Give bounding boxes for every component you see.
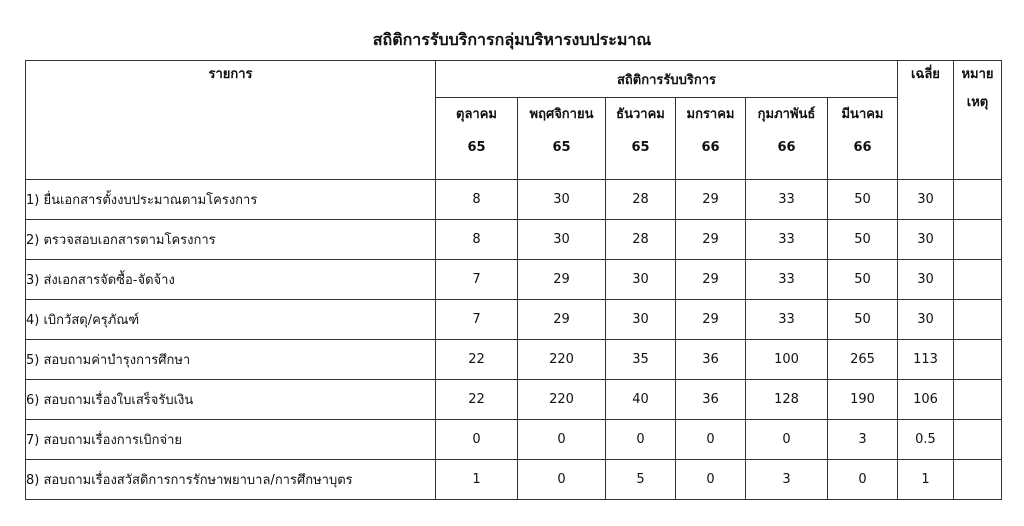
row-month-value: 50	[828, 220, 898, 260]
row-item-label: 8) สอบถามเรื่องสวัสดิการการรักษาพยาบาล/การศึกษาบุตร	[26, 460, 436, 500]
row-average: 30	[898, 260, 954, 300]
row-item-label: 5) สอบถามค่าบำรุงการศึกษา	[26, 340, 436, 380]
row-month-value: 29	[676, 220, 746, 260]
header-item: รายการ	[26, 61, 436, 180]
row-month-value: 30	[518, 180, 606, 220]
row-month-value: 0	[436, 420, 518, 460]
row-average: 30	[898, 180, 954, 220]
header-month	[606, 98, 676, 180]
row-average: 30	[898, 300, 954, 340]
header-month	[518, 98, 606, 180]
row-month-value: 0	[518, 420, 606, 460]
row-remark	[954, 420, 1002, 460]
row-month-value: 0	[828, 460, 898, 500]
header-statistics-group: สถิติการรับบริการ	[436, 61, 898, 98]
row-month-value: 36	[676, 340, 746, 380]
row-month-value: 29	[518, 300, 606, 340]
row-average: 0.5	[898, 420, 954, 460]
header-month	[828, 98, 898, 180]
month-name: พฤศจิกายน	[529, 107, 594, 122]
row-month-value: 30	[606, 300, 676, 340]
month-name: ตุลาคม	[456, 107, 497, 122]
row-month-value: 190	[828, 380, 898, 420]
row-month-value: 128	[746, 380, 828, 420]
row-month-value: 33	[746, 300, 828, 340]
row-month-value: 5	[606, 460, 676, 500]
table-row	[26, 460, 1002, 500]
table-row	[26, 420, 1002, 460]
row-item-label: 2) ตรวจสอบเอกสารตามโครงการ	[26, 220, 436, 260]
table-row	[26, 180, 1002, 220]
row-month-value: 35	[606, 340, 676, 380]
row-item-label: 3) ส่งเอกสารจัดซื้อ-จัดจ้าง	[26, 260, 436, 300]
row-month-value: 36	[676, 380, 746, 420]
month-name: ธันวาคม	[616, 107, 665, 122]
row-month-value: 8	[436, 180, 518, 220]
header-month	[676, 98, 746, 180]
row-remark	[954, 220, 1002, 260]
row-month-value: 22	[436, 340, 518, 380]
row-month-value: 3	[828, 420, 898, 460]
row-month-value: 28	[606, 180, 676, 220]
row-month-value: 220	[518, 340, 606, 380]
row-item-label: 6) สอบถามเรื่องใบเสร็จรับเงิน	[26, 380, 436, 420]
table-row	[26, 260, 1002, 300]
table-row	[26, 300, 1002, 340]
row-month-value: 30	[518, 220, 606, 260]
page-title: สถิติการรับบริการกลุ่มบริหารงบประมาณ	[372, 30, 652, 49]
row-month-value: 40	[606, 380, 676, 420]
table-row	[26, 340, 1002, 380]
row-month-value: 29	[676, 180, 746, 220]
month-year: 65	[631, 140, 650, 155]
row-month-value: 28	[606, 220, 676, 260]
month-name: มีนาคม	[841, 107, 884, 122]
row-remark	[954, 260, 1002, 300]
table-row	[26, 220, 1002, 260]
header-average: เฉลี่ย	[898, 61, 954, 180]
row-month-value: 33	[746, 260, 828, 300]
row-month-value: 50	[828, 180, 898, 220]
header-month	[746, 98, 828, 180]
row-average: 113	[898, 340, 954, 380]
row-item-label: 7) สอบถามเรื่องการเบิกจ่าย	[26, 420, 436, 460]
row-average: 1	[898, 460, 954, 500]
row-month-value: 0	[746, 420, 828, 460]
row-month-value: 29	[518, 260, 606, 300]
row-month-value: 0	[676, 460, 746, 500]
row-average: 30	[898, 220, 954, 260]
row-month-value: 33	[746, 180, 828, 220]
month-name: กุมภาพันธ์	[757, 107, 816, 122]
row-month-value: 50	[828, 300, 898, 340]
row-month-value: 220	[518, 380, 606, 420]
row-remark	[954, 460, 1002, 500]
row-remark	[954, 380, 1002, 420]
row-month-value: 1	[436, 460, 518, 500]
row-month-value: 29	[676, 300, 746, 340]
header-month	[436, 98, 518, 180]
row-month-value: 7	[436, 260, 518, 300]
row-month-value: 50	[828, 260, 898, 300]
row-remark	[954, 180, 1002, 220]
row-month-value: 0	[518, 460, 606, 500]
row-month-value: 33	[746, 220, 828, 260]
month-year: 65	[467, 140, 486, 155]
row-month-value: 29	[676, 260, 746, 300]
row-item-label: 1) ยื่นเอกสารตั้งงบประมาณตามโครงการ	[26, 180, 436, 220]
row-month-value: 8	[436, 220, 518, 260]
row-month-value: 22	[436, 380, 518, 420]
month-year: 66	[777, 140, 796, 155]
row-month-value: 0	[606, 420, 676, 460]
month-year: 66	[701, 140, 720, 155]
month-name: มกราคม	[686, 107, 735, 122]
month-year: 66	[853, 140, 872, 155]
row-remark	[954, 340, 1002, 380]
row-month-value: 30	[606, 260, 676, 300]
row-month-value: 100	[746, 340, 828, 380]
row-average: 106	[898, 380, 954, 420]
month-year: 65	[552, 140, 571, 155]
header-remark: หมาย เหตุ	[954, 61, 1002, 180]
row-month-value: 0	[676, 420, 746, 460]
table-row	[26, 380, 1002, 420]
row-month-value: 3	[746, 460, 828, 500]
row-remark	[954, 300, 1002, 340]
row-month-value: 7	[436, 300, 518, 340]
row-month-value: 265	[828, 340, 898, 380]
row-item-label: 4) เบิกวัสดุ/ครุภัณฑ์	[26, 300, 436, 340]
statistics-table	[25, 60, 1002, 500]
